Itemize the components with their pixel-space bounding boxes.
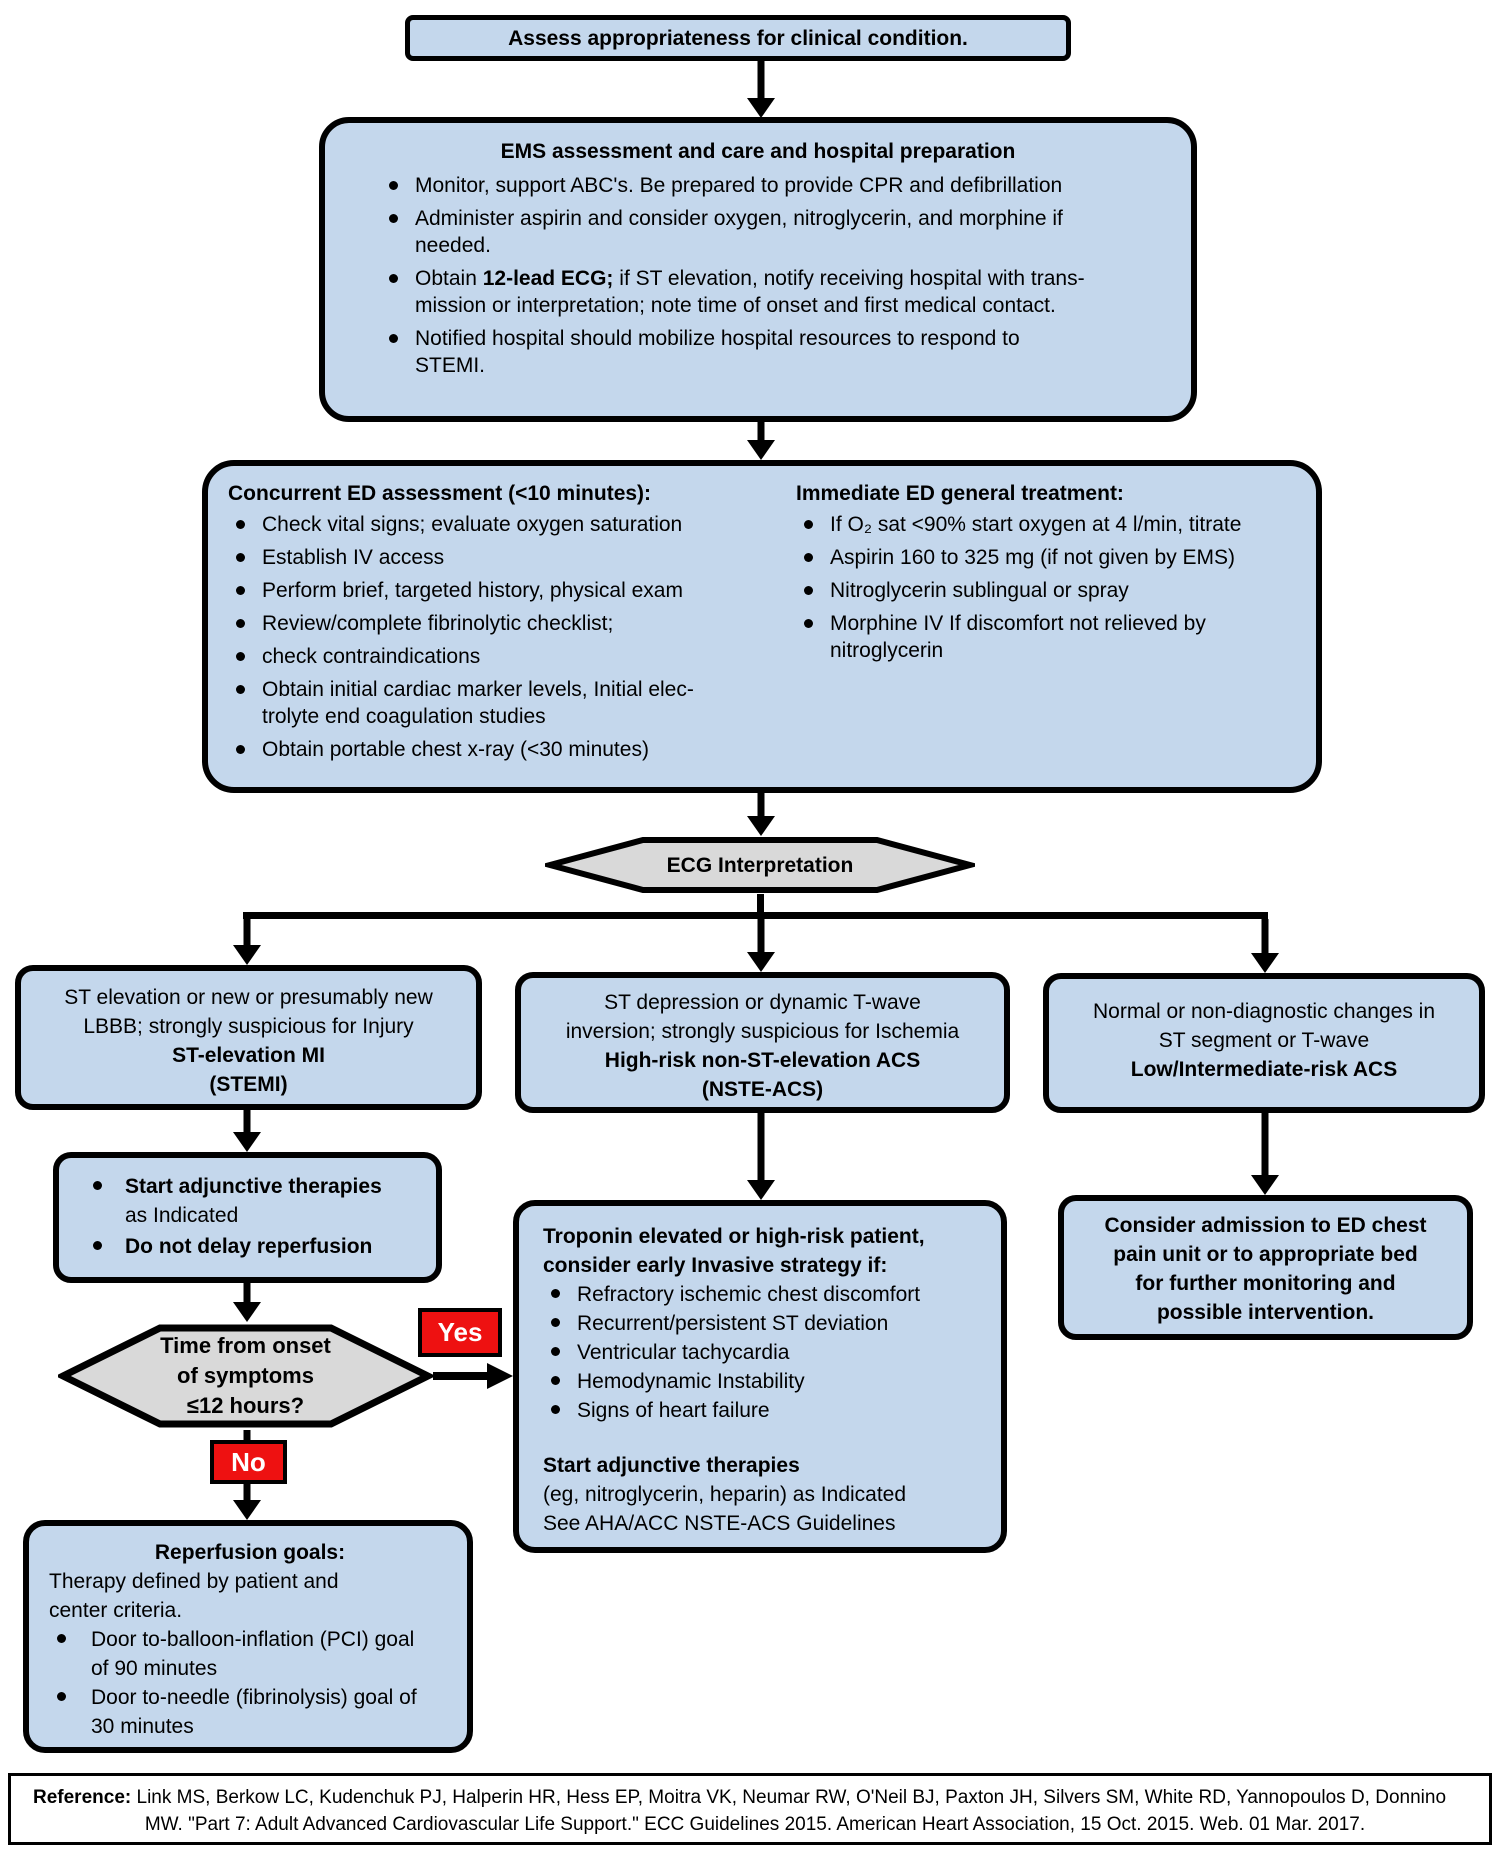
bullet-text: Obtain: [415, 267, 483, 290]
text-line: pain unit or to appropriate bed: [1113, 1243, 1418, 1266]
arrow-concurrent-to-ecg: [746, 793, 775, 836]
reperfusion-goals-box: [23, 1520, 473, 1753]
bullet-text: if ST elevation, notify receiving hospital with trans-: [613, 267, 1085, 290]
bullet-item: [49, 1625, 459, 1683]
text-line: ST depression or dynamic T-wave: [604, 991, 921, 1014]
bullet-item: [228, 736, 788, 763]
arrow-down-icon: [233, 1132, 261, 1152]
yes-label: Yes: [418, 1308, 502, 1357]
text-line: ≤12 hours?: [186, 1393, 305, 1418]
arrow-down-icon: [747, 952, 775, 972]
bullet-text: Hemodynamic Instability: [577, 1370, 805, 1393]
arrow-stem: [243, 1110, 250, 1134]
bullet-text-bold: 12-lead ECG;: [482, 267, 614, 290]
troponin-footer: Start adjunctive therapies: [543, 1454, 800, 1477]
reference-text: Link MS, Berkow LC, Kudenchuk PJ, Halperin HR, Hess EP, Moitra VK, Neumar RW, O'Neil BJ, Paxton JH, Silvers SM, White RD, Yannopoulos D, Donnino: [131, 1787, 1447, 1808]
reference-box: [8, 1773, 1492, 1845]
bullet-item: [381, 205, 1163, 259]
arrow-yes-to-troponin: [433, 1363, 513, 1389]
arrow-stem: [1261, 919, 1268, 955]
bullet-text: Monitor, support ABC's. Be prepared to provide CPR and defibrillation: [415, 174, 1063, 197]
arrow-down-icon: [747, 440, 775, 460]
bullet-text: Administer aspirin and consider oxygen, nitroglycerin, and morphine if: [415, 207, 1063, 230]
connector-horizontal-bar: [243, 912, 1268, 919]
arrow-down-icon: [747, 1180, 775, 1200]
arrow-down-icon: [747, 98, 775, 118]
bullet-text: Door to-needle (fibrinolysis) goal of: [91, 1686, 417, 1709]
bullet-text: 30 minutes: [91, 1715, 194, 1738]
text-line: High-risk non-ST-elevation ACS: [604, 1049, 921, 1072]
bullet-item: [543, 1280, 991, 1309]
low-risk-box: [1043, 973, 1485, 1113]
bullet-text: check contraindications: [262, 645, 481, 668]
arrow-branch-to-nste: [746, 919, 775, 972]
bullet-text: Notified hospital should mobilize hospital resources to respond to: [415, 327, 1020, 350]
bullet-text: Refractory ischemic chest discomfort: [577, 1283, 921, 1306]
bullet-text: If O₂ sat <90% start oxygen at 4 l/min, titrate: [830, 513, 1242, 536]
ems-box: [319, 117, 1197, 422]
text-line: ST elevation or new or presumably new: [64, 986, 433, 1009]
reference-label: Reference:: [33, 1787, 132, 1808]
text-line: ST segment or T-wave: [1158, 1029, 1370, 1052]
arrow-stem: [433, 1372, 491, 1380]
assess-box: [405, 15, 1071, 61]
troponin-footer: (eg, nitroglycerin, heparin) as Indicated: [543, 1483, 907, 1506]
text-line: (NSTE-ACS): [701, 1078, 824, 1101]
assess-text: Assess appropriateness for clinical condition.: [508, 26, 968, 50]
text-line: (STEMI): [209, 1073, 288, 1096]
concurrent-assessment-column: [228, 480, 788, 787]
arrow-branch-to-stemi: [232, 919, 261, 965]
bullet-item: [85, 1172, 428, 1230]
arrow-adjunctive-to-time: [232, 1283, 261, 1322]
immediate-treatment-column: [788, 480, 1306, 787]
bullet-item: [796, 577, 1306, 604]
bullet-text-bold: Start adjunctive therapies: [125, 1175, 382, 1198]
arrow-stem: [757, 422, 764, 442]
arrow-stem: [243, 919, 250, 947]
bullet-item: [228, 676, 788, 730]
troponin-box: [513, 1200, 1007, 1553]
bullet-item: [543, 1338, 991, 1367]
adjunctive-therapies-box: [53, 1152, 442, 1283]
bullet-text: Review/complete fibrinolytic checklist;: [262, 612, 614, 635]
arrow-right-icon: [487, 1363, 513, 1389]
bullet-item: [796, 610, 1306, 664]
arrow-nste-to-troponin: [746, 1113, 775, 1200]
text-line: LBBB; strongly suspicious for Injury: [83, 1015, 414, 1038]
bullet-text: trolyte end coagulation studies: [262, 705, 546, 728]
arrow-assess-to-ems: [746, 58, 775, 118]
bullet-item: [381, 265, 1163, 319]
text-line: Therapy defined by patient and: [49, 1570, 339, 1593]
arrow-down-icon: [747, 816, 775, 836]
bullet-item: [228, 610, 788, 637]
bullet-text: of 90 minutes: [91, 1657, 218, 1680]
bullet-text: Establish IV access: [262, 546, 445, 569]
bullet-text: Check vital signs; evaluate oxygen saturation: [262, 513, 683, 536]
bullet-item: [85, 1232, 428, 1261]
text-line: Time from onset: [160, 1333, 331, 1358]
bullet-text: Ventricular tachycardia: [577, 1341, 790, 1364]
troponin-footer: See AHA/ACC NSTE-ACS Guidelines: [543, 1512, 896, 1535]
arrow-branch-to-lowrisk: [1250, 919, 1279, 973]
bullet-item: [543, 1367, 991, 1396]
arrow-down-icon: [233, 1302, 261, 1322]
ecg-decision-label: ECG Interpretation: [666, 853, 854, 877]
arrow-stem: [757, 58, 764, 100]
immediate-title: Immediate ED general treatment:: [796, 482, 1124, 505]
text-line: possible intervention.: [1156, 1301, 1375, 1324]
bullet-item: [796, 511, 1306, 538]
bullet-text: as Indicated: [125, 1204, 239, 1227]
reference-line: MW. "Part 7: Adult Advanced Cardiovascular Life Support." ECC Guidelines 2015. American Heart Association, 15 Oct. 2015. Web. 01 Mar. 2017.: [144, 1814, 1366, 1835]
arrow-stem: [243, 1283, 250, 1304]
bullet-text: Nitroglycerin sublingual or spray: [830, 579, 1129, 602]
bullet-text: Obtain initial cardiac marker levels, Initial elec-: [262, 678, 694, 701]
bullet-text: nitroglycerin: [830, 639, 944, 662]
troponin-title: Troponin elevated or high-risk patient,: [543, 1225, 925, 1248]
bullet-text: Recurrent/persistent ST deviation: [577, 1312, 889, 1335]
text-line: Consider admission to ED chest: [1104, 1214, 1427, 1237]
text-line: center criteria.: [49, 1599, 183, 1622]
bullet-text: Aspirin 160 to 325 mg (if not given by EMS): [830, 546, 1236, 569]
bullet-text: needed.: [415, 234, 491, 257]
concurrent-title: Concurrent ED assessment (<10 minutes):: [228, 482, 652, 505]
text-line: inversion; strongly suspicious for Ischemia: [565, 1020, 960, 1043]
text-line: for further monitoring and: [1135, 1272, 1396, 1295]
bullet-item: [543, 1309, 991, 1338]
arrow-down-icon: [1251, 953, 1279, 973]
ems-title: EMS assessment and care and hospital preparation: [500, 140, 1016, 163]
reference-line: [33, 1784, 1477, 1811]
bullet-item: [228, 643, 788, 670]
troponin-title: consider early Invasive strategy if:: [543, 1254, 888, 1277]
time-from-onset-decision: [58, 1322, 433, 1430]
arrow-ems-to-concurrent: [746, 422, 775, 460]
text-line: ST-elevation MI: [172, 1044, 325, 1067]
text-line: of symptoms: [177, 1363, 314, 1388]
text-line: Normal or non-diagnostic changes in: [1092, 1000, 1436, 1023]
bullet-text: Obtain portable chest x-ray (<30 minutes): [262, 738, 649, 761]
stemi-box: [15, 965, 482, 1110]
bullet-item: [228, 544, 788, 571]
arrow-stemi-to-adjunctive: [232, 1110, 261, 1152]
arrow-stem: [757, 1113, 764, 1182]
bullet-item: [796, 544, 1306, 571]
bullet-item: [543, 1396, 991, 1425]
bullet-item: [228, 511, 788, 538]
arrow-stem: [1261, 1113, 1268, 1177]
reperfusion-title: Reperfusion goals:: [154, 1541, 346, 1564]
bullet-text: Perform brief, targeted history, physical exam: [262, 579, 683, 602]
bullet-text: mission or interpretation; note time of onset and first medical contact.: [415, 294, 1056, 317]
arrow-down-icon: [1251, 1175, 1279, 1195]
no-label: No: [210, 1440, 287, 1484]
bullet-item: [228, 577, 788, 604]
concurrent-ed-box: [202, 460, 1322, 793]
bullet-text-bold: Do not delay reperfusion: [125, 1235, 373, 1258]
bullet-item: [381, 172, 1163, 199]
text-line: Low/Intermediate-risk ACS: [1130, 1058, 1398, 1081]
arrow-stem: [757, 793, 764, 818]
ecg-interpretation-decision: [545, 836, 975, 894]
bullet-item: [381, 325, 1163, 379]
nste-acs-box: [515, 972, 1010, 1113]
arrow-down-icon: [233, 1500, 261, 1520]
bullet-text: Signs of heart failure: [577, 1399, 770, 1422]
bullet-item: [49, 1683, 459, 1741]
time-decision-label: [58, 1322, 433, 1430]
admission-box: [1058, 1195, 1473, 1340]
arrow-stem: [757, 919, 764, 954]
bullet-text: Door to-balloon-inflation (PCI) goal: [91, 1628, 415, 1651]
bullet-text: STEMI.: [415, 354, 486, 377]
bullet-text: Morphine IV If discomfort not relieved by: [830, 612, 1206, 635]
arrow-lowrisk-to-admission: [1250, 1113, 1279, 1195]
arrow-down-icon: [233, 945, 261, 965]
